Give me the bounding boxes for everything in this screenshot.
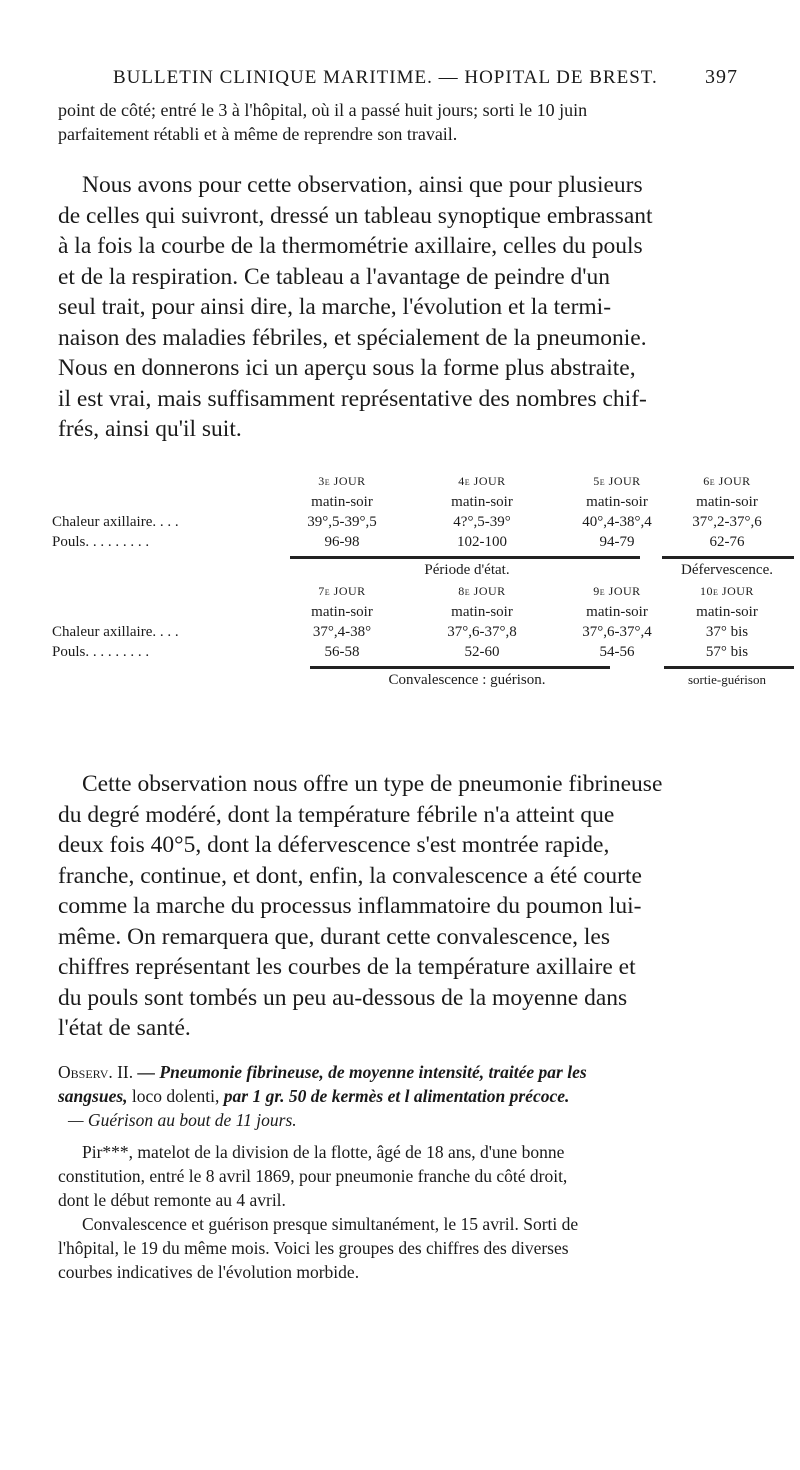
- text-line: l'hôpital, le 19 du même mois. Voici les groupes des chiffres des diverses: [58, 1238, 569, 1258]
- table-cell: 52-60: [464, 644, 500, 660]
- table-row-pouls-top: [52, 534, 748, 554]
- text-line: comme la marche du processus inflammatoire du poumon lui-: [58, 893, 642, 919]
- text-line: courbes indicatives de l'évolution morbide.: [58, 1262, 360, 1282]
- phase-label: Défervescence.: [680, 562, 773, 578]
- table-row-phases-top: [52, 562, 773, 584]
- table-cell: 37°,6-37°,4: [582, 624, 652, 640]
- text-line: même. On remarquera que, durant cette convalescence, les: [58, 923, 610, 950]
- period-label: matin-soir: [586, 494, 648, 510]
- text-line: naison des maladies fébriles, et spécialement de la pneumonie.: [58, 324, 647, 351]
- period-label: matin-soir: [311, 494, 373, 510]
- table-cell: 37°,4-38°: [312, 624, 372, 640]
- text-line: franche, continue, et dont, enfin, la convalescence a été courte: [58, 862, 642, 889]
- table-row-days-top: [52, 474, 751, 494]
- day-header: 3e JOUR: [318, 474, 366, 488]
- paragraph-outcome: [58, 1212, 746, 1284]
- phase-label: Convalescence : guérison.: [388, 672, 546, 688]
- phase-rule: [310, 666, 610, 669]
- row-label: Chaleur axillaire. . . .: [52, 624, 179, 640]
- table-cell: 39°,5-39°,5: [307, 514, 377, 530]
- observation-label: Observ. II.: [58, 1062, 134, 1082]
- synoptic-table: [52, 474, 773, 694]
- text-line: seul trait, pour ainsi dire, la marche, l'évolution et la termi-: [58, 294, 612, 320]
- intro-paragraph: [58, 98, 746, 146]
- text-line: frés, ainsi qu'il suit.: [58, 416, 242, 442]
- text-line: de celles qui suivront, dressé un tableau synoptique embrassant: [58, 202, 653, 229]
- table-cell: 4?°,5-39°: [453, 514, 511, 530]
- table-cell: 57° bis: [705, 644, 749, 660]
- table-cell: 56-58: [324, 644, 360, 660]
- text-line: [58, 1084, 746, 1108]
- phase-label: sortie-guérison: [688, 672, 766, 687]
- table-row-chaleur-bottom: [52, 624, 748, 644]
- table-row-chaleur-top: [52, 514, 762, 534]
- text-line: Convalescence et guérison presque simultanément, le 15 avril. Sorti de: [82, 1214, 579, 1234]
- phase-rule: [290, 556, 640, 559]
- table-cell: 40°,4-38°,4: [582, 514, 652, 530]
- row-label: Pouls. . . . . . . . .: [52, 644, 150, 660]
- text-line: chiffres représentant les courbes de la température axillaire et: [58, 954, 636, 980]
- text-line: Cette observation nous offre un type de pneumonie fibrineuse: [82, 771, 663, 797]
- table-row-phases-bottom: [52, 672, 766, 694]
- period-label: matin-soir: [311, 604, 373, 620]
- text-line: constitution, entré le 8 avril 1869, pour pneumonie franche du côté droit,: [58, 1166, 568, 1186]
- phase-rule: [664, 666, 794, 669]
- period-label: matin-soir: [696, 494, 758, 510]
- text-line: du degré modéré, dont la température fébrile n'a atteint que: [58, 801, 615, 828]
- table-row-period-top: [52, 494, 758, 514]
- text-line: Nous en donnerons ici un aperçu sous la forme plus abstraite,: [58, 355, 636, 381]
- row-label: Pouls. . . . . . . . .: [52, 534, 150, 550]
- text-line: deux fois 40°5, dont la défervescence s'est montrée rapide,: [58, 832, 610, 858]
- text-line: du pouls sont tombés un peu au-dessous de la moyenne dans: [58, 984, 628, 1011]
- phase-label: Période d'état.: [424, 562, 510, 578]
- observation-heading: [58, 1060, 746, 1132]
- phase-rule: [662, 556, 794, 559]
- observation-title-part: sangsues,: [58, 1086, 128, 1106]
- table-cell: 37°,6-37°,8: [447, 624, 517, 640]
- observation-title-part: loco dolenti,: [131, 1086, 220, 1106]
- table-cell: 96-98: [324, 534, 360, 550]
- row-label: Chaleur axillaire. . . .: [52, 514, 179, 530]
- table-cell: 37°,2-37°,6: [692, 514, 762, 530]
- text-line: point de côté; entré le 3 à l'hôpital, où il a passé huit jours; sorti le 10 juin: [58, 100, 588, 120]
- text-line: [58, 1108, 746, 1132]
- paragraph-synoptic-table: [58, 170, 746, 445]
- text-line: l'état de santé.: [58, 1015, 191, 1041]
- table-row-days-bottom: [52, 584, 754, 604]
- day-header: 5e JOUR: [593, 474, 641, 488]
- table-rule-row: [52, 664, 748, 672]
- table-cell: 62-76: [709, 534, 745, 550]
- period-label: matin-soir: [451, 604, 513, 620]
- text-line: dont le début remonte au 4 avril.: [58, 1190, 286, 1210]
- day-header: 10e JOUR: [700, 584, 754, 598]
- observation-outcome: — Guérison au bout de 11 jours.: [68, 1110, 297, 1130]
- day-header: 8e JOUR: [458, 584, 506, 598]
- page-number: 397: [705, 66, 738, 88]
- table-cell: 102-100: [457, 534, 507, 550]
- day-header: 7e JOUR: [318, 584, 366, 598]
- text-line: [58, 1060, 746, 1084]
- observation-title: — Pneumonie fibrineuse, de moyenne intensité, traitée par les: [137, 1062, 587, 1082]
- table-cell: 37° bis: [705, 624, 749, 640]
- table-cell: 54-56: [599, 644, 635, 660]
- table-cell: 94-79: [599, 534, 635, 550]
- period-label: matin-soir: [586, 604, 648, 620]
- table-rule-row: [52, 554, 748, 562]
- table-row-period-bottom: [52, 604, 758, 624]
- text-line: il est vrai, mais suffisamment représentative des nombres chif-: [58, 385, 647, 412]
- running-header: [113, 66, 738, 89]
- text-line: parfaitement rétabli et à même de reprendre son travail.: [58, 124, 458, 144]
- header-title: BULLETIN CLINIQUE MARITIME. — HOPITAL DE BREST.: [113, 67, 658, 88]
- period-label: matin-soir: [696, 604, 758, 620]
- text-line: à la fois la courbe de la thermométrie axillaire, celles du pouls: [58, 233, 643, 259]
- day-header: 6e JOUR: [703, 474, 751, 488]
- text-line: Nous avons pour cette observation, ainsi que pour plusieurs: [82, 172, 643, 198]
- table-row-pouls-bottom: [52, 644, 748, 664]
- paragraph-patient: [58, 1140, 746, 1212]
- observation-title-part: par 1 gr. 50 de kermès et l alimentation précoce.: [223, 1086, 570, 1106]
- day-header: 4e JOUR: [458, 474, 506, 488]
- day-header: 9e JOUR: [593, 584, 641, 598]
- text-line: et de la respiration. Ce tableau a l'avantage de peindre d'un: [58, 263, 610, 290]
- paragraph-commentary: [58, 769, 746, 1044]
- period-label: matin-soir: [451, 494, 513, 510]
- text-line: Pir***, matelot de la division de la flotte, âgé de 18 ans, d'une bonne: [82, 1142, 565, 1162]
